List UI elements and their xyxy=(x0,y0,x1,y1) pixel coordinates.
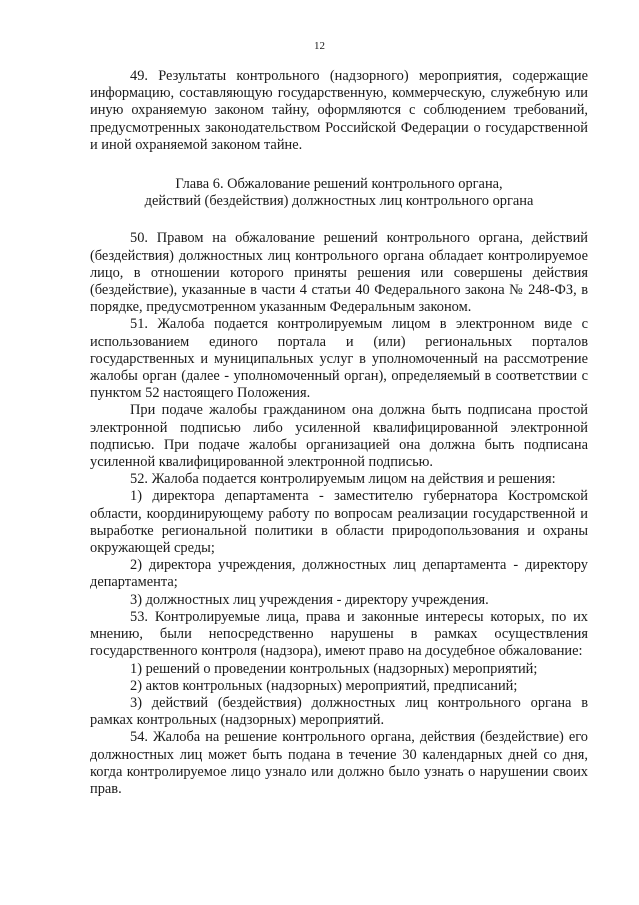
paragraph-52-item-1: 1) директора департамента - заместителю губернатора Костромской области, координирующему работу по вопросам реализации государственной и выработке региональной политики в области природопользования и охраны окружающей среды; xyxy=(90,488,588,557)
paragraph-50: 50. Правом на обжалование решений контрольного органа, действий (бездействия) должностных лиц контрольного органа обладает контролируемое лицо, в отношении которого приняты решения или совершены действия (бездействие), указанные в части 4 статьи 40 Федерального закона № 248-ФЗ, в порядке, предусмотренном указанным Федеральным законом. xyxy=(90,230,588,316)
paragraph-49: 49. Результаты контрольного (надзорного) мероприятия, содержащие информацию, составляющую государственную, коммерческую, служебную или иную охраняемую законом тайну, оформляются с соблюдением требований, предусмотренных законодательством Российской Федерации о государственной и иной охраняемой законом тайне. xyxy=(90,68,588,153)
paragraph-53: 53. Контролируемые лица, права и законные интересы которых, по их мнению, были непосредственно нарушены в рамках осуществления государственного контроля (надзора), имеют право на досудебное обжалование: xyxy=(90,608,588,660)
paragraph-53-item-2: 2) актов контрольных (надзорных) мероприятий, предписаний; xyxy=(130,677,518,694)
chapter-heading-line-1: Глава 6. Обжалование решений контрольного органа, xyxy=(175,176,503,193)
paragraph-52: 52. Жалоба подается контролируемым лицом на действия и решения: xyxy=(130,471,556,488)
paragraph-52-item-2: 2) директора учреждения, должностных лиц департамента - директору департамента; xyxy=(90,557,588,591)
paragraph-52-item-3: 3) должностных лиц учреждения - директору учреждения. xyxy=(130,591,489,608)
chapter-heading-line-2: действий (бездействия) должностных лиц контрольного органа xyxy=(144,193,534,210)
document-body xyxy=(90,68,588,798)
page-number: 12 xyxy=(314,40,325,52)
paragraph-53-item-1: 1) решений о проведении контрольных (надзорных) мероприятий; xyxy=(130,660,538,677)
paragraph-51-signature: При подаче жалобы гражданином она должна быть подписана простой электронной подписью либо усиленной квалифицированной электронной подписью. При подаче жалобы организацией она должна быть подписана усиленной квалифицированной электронной подписью. xyxy=(90,402,588,471)
paragraph-53-item-3: 3) действий (бездействия) должностных лиц контрольного органа в рамках контрольных (надзорных) мероприятий. xyxy=(90,694,588,729)
paragraph-54: 54. Жалоба на решение контрольного органа, действия (бездействие) его должностных лиц может быть подана в течение 30 календарных дней со дня, когда контролируемое лицо узнало или должно было узнать о нарушении своих прав. xyxy=(90,729,588,797)
chapter-heading xyxy=(90,176,588,210)
paragraph-51: 51. Жалоба подается контролируемым лицом в электронном виде с использованием единого портала и (или) региональных порталов государственных и муниципальных услуг в уполномоченный на рассмотрение жалобы орган (далее - уполномоченный орган), определяемый в соответствии с пунктом 52 настоящего Положения. xyxy=(90,316,588,402)
